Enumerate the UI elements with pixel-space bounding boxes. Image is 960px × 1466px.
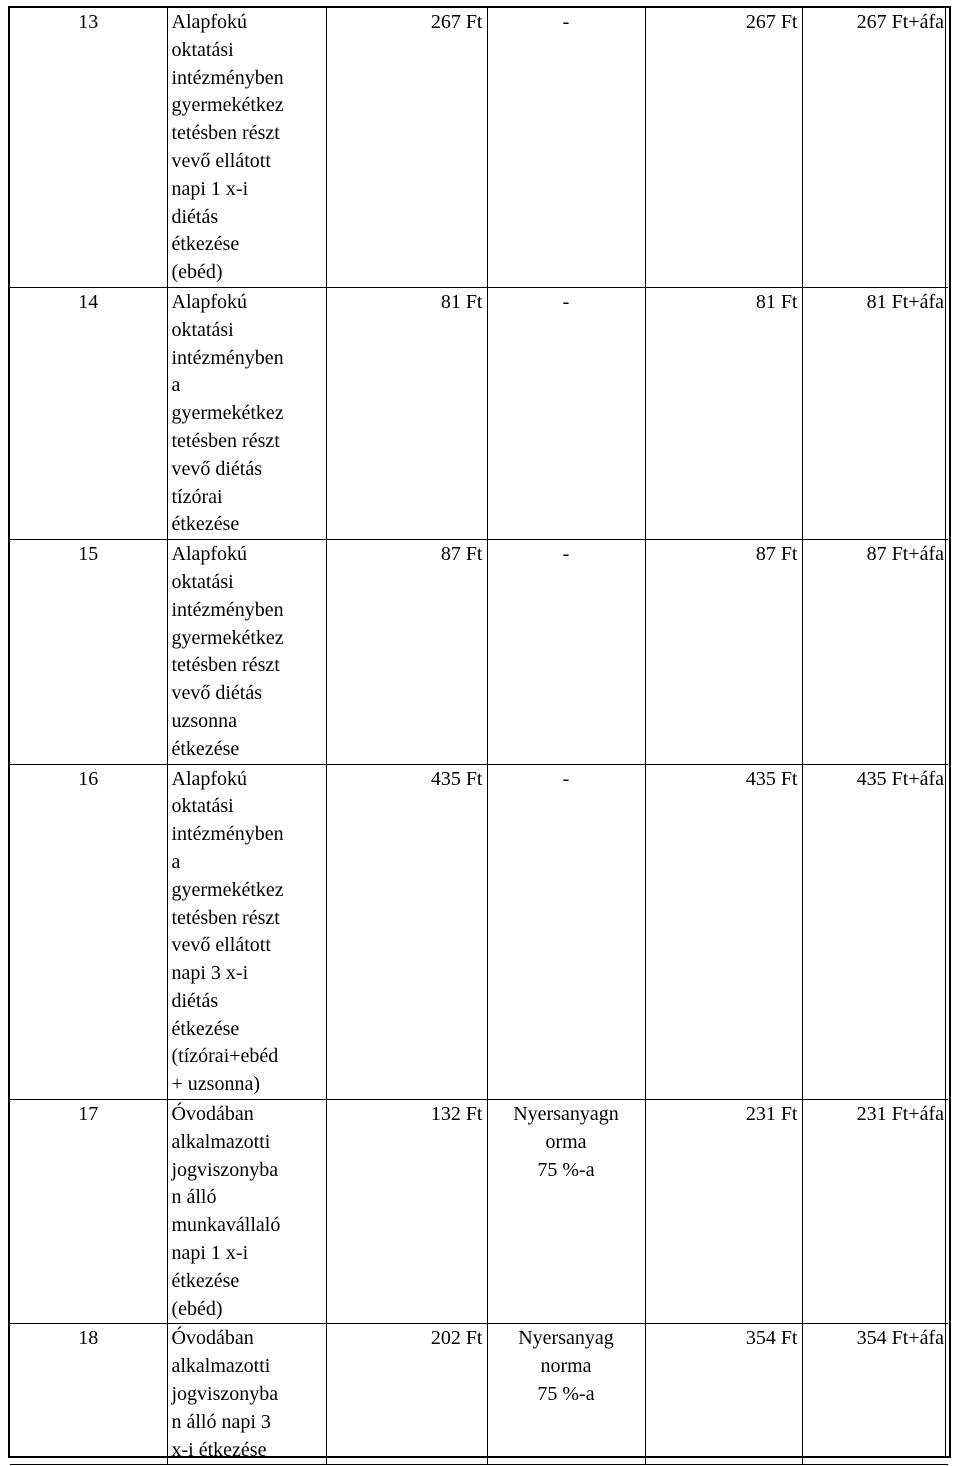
document-page (8, 6, 951, 1461)
row-note: - (487, 8, 645, 287)
price-table (10, 8, 948, 1465)
table-row (10, 8, 948, 287)
table-row (10, 287, 948, 539)
row-price: 267 Ft (326, 8, 487, 287)
row-total: 435 Ft (645, 764, 802, 1100)
row-total: 267 Ft (645, 8, 802, 287)
row-price: 435 Ft (326, 764, 487, 1100)
row-price: 202 Ft (326, 1324, 487, 1465)
row-note: - (487, 540, 645, 764)
row-note: - (487, 287, 645, 539)
row-number: 13 (10, 8, 167, 287)
row-total-vat: 81 Ft+áfa (802, 287, 948, 539)
row-note: - (487, 764, 645, 1100)
row-number: 18 (10, 1324, 167, 1465)
row-note: Nyersanyag norma 75 %-a (487, 1324, 645, 1465)
row-number: 14 (10, 287, 167, 539)
row-description: Alapfokú oktatási intézményben gyermekétkez tetésben részt vevő diétás uzsonna étkezése (167, 540, 326, 764)
row-description: Alapfokú oktatási intézményben a gyermekétkez tetésben részt vevő diétás tízórai étkezése (167, 287, 326, 539)
row-note: Nyersanyagn orma 75 %-a (487, 1100, 645, 1324)
row-description: Alapfokú oktatási intézményben a gyermekétkez tetésben részt vevő ellátott napi 3 x-i diétás étkezése (tízórai+ebéd + uzsonna) (167, 764, 326, 1100)
table-row (10, 764, 948, 1100)
row-total-vat: 354 Ft+áfa (802, 1324, 948, 1465)
row-description: Óvodában alkalmazotti jogviszonyba n álló munkavállaló napi 1 x-i étkezése (ebéd) (167, 1100, 326, 1324)
row-total-vat: 231 Ft+áfa (802, 1100, 948, 1324)
row-total-vat: 435 Ft+áfa (802, 764, 948, 1100)
table-row (10, 540, 948, 764)
row-description: Alapfokú oktatási intézményben gyermekétkez tetésben részt vevő ellátott napi 1 x-i diétás étkezése (ebéd) (167, 8, 326, 287)
row-number: 16 (10, 764, 167, 1100)
row-number: 17 (10, 1100, 167, 1324)
row-price: 81 Ft (326, 287, 487, 539)
row-price: 87 Ft (326, 540, 487, 764)
row-number: 15 (10, 540, 167, 764)
row-price: 132 Ft (326, 1100, 487, 1324)
row-total-vat: 267 Ft+áfa (802, 8, 948, 287)
row-total-vat: 87 Ft+áfa (802, 540, 948, 764)
table-row (10, 1100, 948, 1324)
row-total: 354 Ft (645, 1324, 802, 1465)
row-total: 231 Ft (645, 1100, 802, 1324)
row-total: 87 Ft (645, 540, 802, 764)
row-description: Óvodában alkalmazotti jogviszonyba n álló napi 3 x-i étkezése (167, 1324, 326, 1465)
row-total: 81 Ft (645, 287, 802, 539)
table-row (10, 1324, 948, 1465)
